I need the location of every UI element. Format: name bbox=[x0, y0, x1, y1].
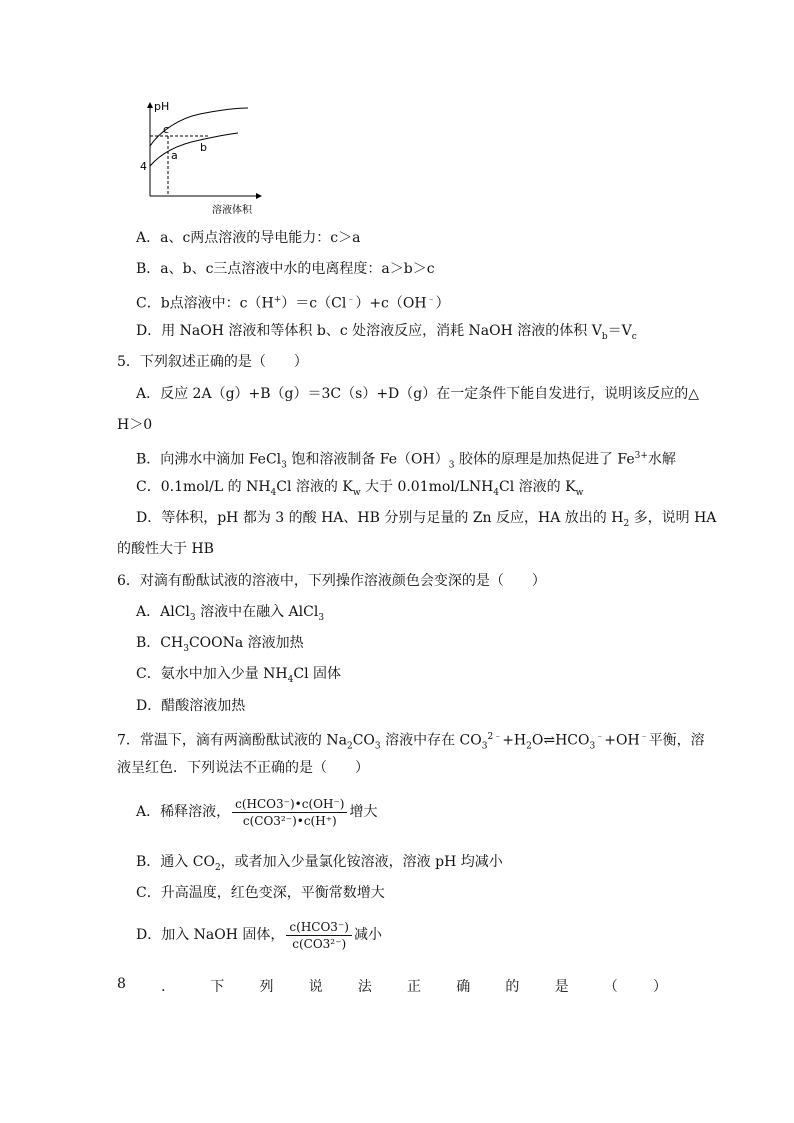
q7-option-b: B．通入 $CO_2$，或者加入少量氯化铵溶液，溶液 pH 均减小 bbox=[136, 854, 503, 873]
q5-option-b: B．向沸水中滴加 FeCl$_3$ 饱和溶液制备 $Fe(OH)_3$ 胶体的原理是加热促进了 $Fe^{3+}$水解 bbox=[136, 451, 676, 471]
q4-option-b: B．a、b、c三点溶液中水的电离程度：a＞b＞c bbox=[136, 261, 435, 277]
q5-option-a-line1: A．反应 2A（g）+B（g）＝3C（s）+D（g）在一定条件下能自发进行，说明该反应的△ bbox=[136, 386, 700, 402]
q6-option-b: B．$CH_3COONa$ 溶液加热 bbox=[136, 635, 304, 654]
q5-option-c: C．0.1mol/L 的 $NH_4Cl$ 溶液的 $K_w$ 大于 $0.01mol/LNH_4Cl$ 溶液的 $K_w$ bbox=[136, 479, 584, 498]
q5-option-a-line2: H＞0 bbox=[117, 417, 153, 433]
q5-option-d-line1: D．等体积，pH 都为 3 的酸 HA、HB 分别与足量的 Zn 反应，HA 放出的 $H_2$ 多，说明 HA bbox=[136, 510, 717, 529]
q4-option-a: A．a、c两点溶液的导电能力：c＞a bbox=[136, 230, 361, 246]
curve-lower bbox=[150, 133, 238, 166]
q7-option-d: D．加入 NaOH 固体， $\frac{\text{c(HCO3⁻)}}{\text{c(CO3²⁻)}}$ 减小 bbox=[136, 919, 382, 951]
q4-option-c: C．b点溶液中：c（H+）＝c（Cl﹣）+c（OH﹣） bbox=[136, 295, 450, 312]
q7-stem-line2: 液呈红色．下列说法不正确的是（ ） bbox=[117, 760, 369, 776]
point-a-label: a bbox=[171, 149, 178, 162]
q6-option-c: C．氨水中加入少量 $NH_4Cl$ 固体 bbox=[136, 666, 341, 685]
y-axis-arrow bbox=[147, 102, 153, 108]
q8-stem: 8 ． 下 列 说 法 正 确 的 是 （ ） bbox=[117, 976, 667, 995]
q6-stem: 6．对滴有酚酞试液的溶液中，下列操作溶液颜色会变深的是（ ） bbox=[117, 573, 546, 589]
point-b-label: b bbox=[200, 141, 207, 154]
q6-option-d: D．醋酸溶液加热 bbox=[136, 698, 246, 714]
q5-stem: 5．下列叙述正确的是（ ） bbox=[117, 354, 308, 370]
ph-volume-graph bbox=[130, 96, 270, 218]
q7-stem-line1: 7．常温下，滴有两滴酚酞试液的 $Na_2CO_3$ 溶液中存在 $CO_3^{2﹣}+H_2O\rightleftharpoons HCO_3^﹣+OH^﹣$平衡，溶 bbox=[117, 732, 705, 752]
y-axis-label: pH bbox=[154, 100, 170, 113]
q6-option-a: A．AlCl$_3$ 溶液中在融入 AlCl$_3$ bbox=[136, 604, 325, 623]
q4-option-d: D．用 NaOH 溶液和等体积 b、c 处溶液反应，消耗 NaOH 溶液的体积 $V_b=V_c$ bbox=[136, 323, 637, 342]
q7-option-a: A．稀释溶液， $\frac{\text{c(HCO3⁻)•c(OH⁻)}}{\text{c(CO3²⁻)•c(H⁺)}}$ 增大 bbox=[136, 796, 378, 828]
q7-a-fraction: $\frac{\text{c(HCO3⁻)•c(OH⁻)}}{\text{c(CO3²⁻)•c(H⁺)}}$ bbox=[232, 796, 347, 829]
x-axis-label: 溶液体积 bbox=[212, 205, 252, 216]
x-axis-arrow bbox=[256, 193, 262, 199]
q7-option-c: C．升高温度，红色变深，平衡常数增大 bbox=[136, 885, 385, 901]
q5-option-d-line2: 的酸性大于 HB bbox=[117, 541, 214, 557]
q7-d-fraction: $\frac{\text{c(HCO3⁻)}}{\text{c(CO3²⁻)}}$ bbox=[286, 919, 352, 952]
point-c-label: c bbox=[163, 123, 170, 136]
tick-4: 4 bbox=[140, 160, 147, 173]
